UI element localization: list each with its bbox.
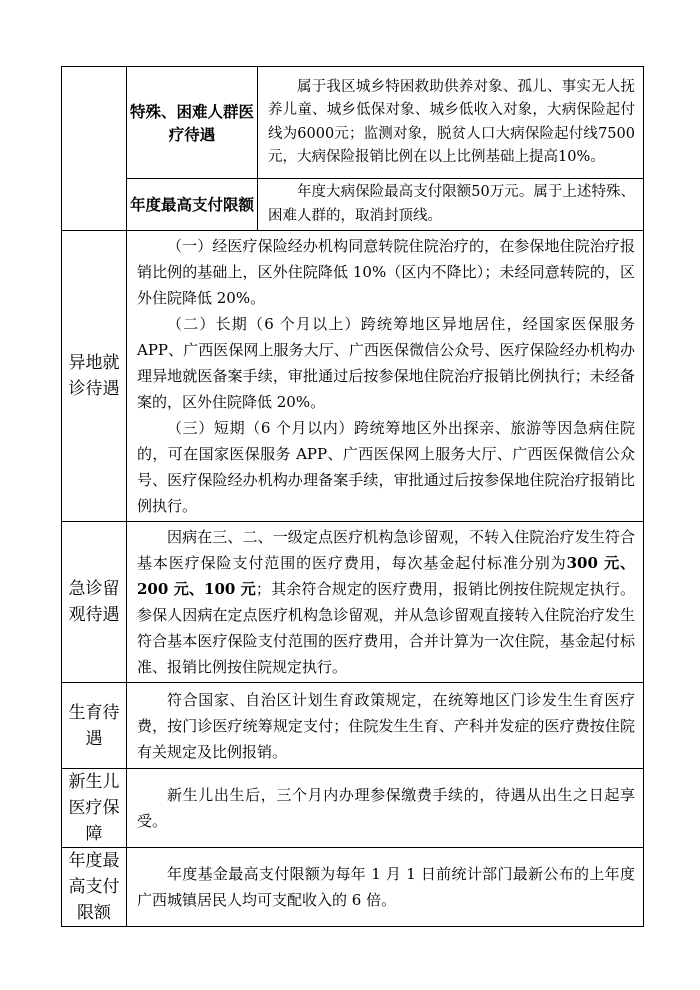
- emergency-text-before: 因病在三、二、一级定点医疗机构急诊留观，不转入住院治疗发生符合基本医疗保险支付范围的医疗费用，每次基金起付标准分别为: [137, 528, 635, 572]
- table-row-emergency: [62, 522, 644, 683]
- emergency-text-after: ；其余符合规定的医疗费用，报销比例按住院规定执行。参保人因病在定点医疗机构急诊留观，并从急诊留观直接转入住院治疗发生符合基本医疗保险支付范围的医疗费用，合并计算为一次住院，基金起付标准、报销比例按住院规定执行。: [137, 580, 635, 676]
- serious-annual-cap-text: 年度大病保险最高支付限额50万元。属于上述特殊、困难人群的，取消封顶线。: [268, 184, 635, 224]
- table-row-maternity: [62, 683, 644, 769]
- maternity-text: 符合国家、自治区计划生育政策规定，在统筹地区门诊发生生育医疗费，按门诊医疗统筹规定支付；住院发生生育、产科并发症的医疗费按住院有关规定及比例报销。: [137, 690, 635, 761]
- emergency-label: 急诊留观待遇: [62, 522, 127, 683]
- table-row-newborn: [62, 769, 644, 848]
- newborn-text-cell: [127, 769, 644, 848]
- fund-annual-cap-label: 年度最高支付限额: [62, 848, 127, 927]
- special-groups-text: 属于我区城乡特困救助供养对象、孤儿、事实无人抚养儿童、城乡低保对象、城乡低收入对象，大病保险起付线为6000元；监测对象，脱贫人口大病保险起付线7500元，大病保险报销比例在以上比例基础上提高10%。: [268, 78, 635, 165]
- emergency-text: [137, 524, 635, 680]
- offsite-paragraph: （三）短期（6 个月以内）跨统筹地区外出探亲、旅游等因急病住院的，可在国家医保服务 APP、广西医保网上服务大厅、广西医保微信公众号、医疗保险经办机构办理备案手续，审批通过后按参保地住院治疗报销比例执行。: [137, 419, 635, 515]
- fund-annual-cap-text: 年度基金最高支付限额为每年 1 月 1 日前统计部门最新公布的上年度广西城镇居民人均可支配收入的 6 倍。: [137, 865, 635, 909]
- offsite-label: 异地就诊待遇: [62, 231, 127, 522]
- special-groups-text-cell: [258, 67, 644, 179]
- blank-category-cell: [62, 67, 127, 231]
- newborn-text: 新生儿出生后，三个月内办理参保缴费手续的，待遇从出生之日起享受。: [137, 786, 635, 830]
- serious-annual-cap-text-cell: [258, 179, 644, 231]
- benefits-table: [61, 66, 644, 927]
- special-groups-label: 特殊、困难人群医疗待遇: [127, 67, 258, 179]
- serious-annual-cap-label: 年度最高支付限额: [127, 179, 258, 231]
- table-row-special: [62, 67, 644, 179]
- table-row-serious-cap: [62, 179, 644, 231]
- offsite-text-cell: [127, 231, 644, 522]
- newborn-label: 新生儿医疗保障: [62, 769, 127, 848]
- table-row-fund-cap: [62, 848, 644, 927]
- emergency-deductible-amounts: 300 元、200 元、100 元: [137, 554, 635, 598]
- table-row-offsite: [62, 231, 644, 522]
- maternity-text-cell: [127, 683, 644, 769]
- offsite-paragraph: （二）长期（6 个月以上）跨统筹地区异地居住，经国家医保服务 APP、广西医保网上服务大厅、广西医保微信公众号、医疗保险经办机构办理异地就医备案手续，审批通过后按参保地住院治疗报销比例执行；未经备案的，区外住院降低 20%。: [137, 315, 635, 411]
- fund-annual-cap-text-cell: [127, 848, 644, 927]
- emergency-text-cell: [127, 522, 644, 683]
- offsite-paragraph: （一）经医疗保险经办机构同意转院住院治疗的，在参保地住院治疗报销比例的基础上，区外住院降低 10%（区内不降比）；未经同意转院的，区外住院降低 20%。: [137, 237, 635, 307]
- maternity-label: 生育待遇: [62, 683, 127, 769]
